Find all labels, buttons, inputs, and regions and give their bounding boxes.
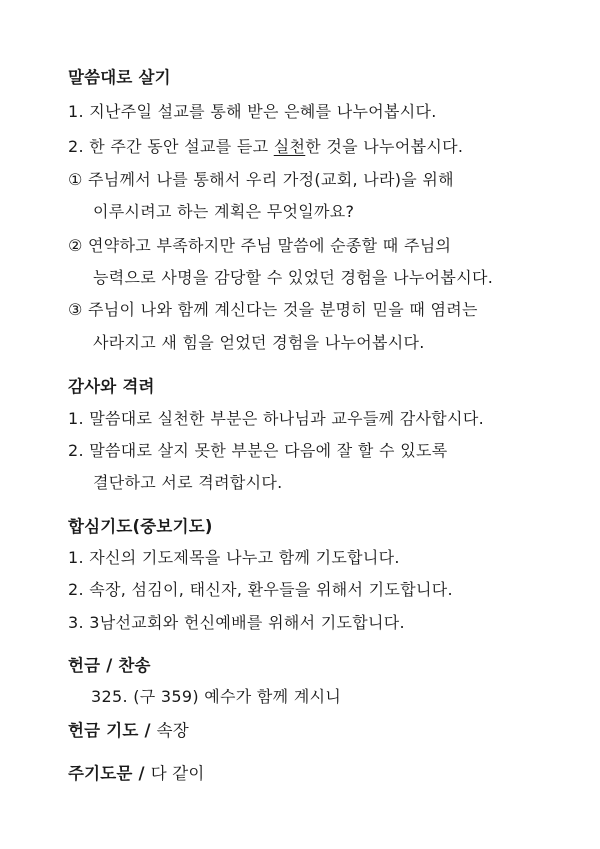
hymn-entry: 325. (구 359) 예수가 함께 계시니 (91, 687, 342, 706)
question-1-line-1: ① 주님께서 나를 통해서 우리 가정(교회, 나라)을 위해 (68, 170, 454, 189)
hymn-label: 찬송 (118, 656, 151, 675)
prayer-item-3: 3. 3남선교회와 헌신예배를 위해서 기도합니다. (68, 613, 405, 632)
question-3-line-1: ③ 주님이 나와 함께 계신다는 것을 분명히 믿을 때 염려는 (68, 300, 478, 319)
living-word-item-2 (68, 134, 463, 157)
thanks-item-2-line-1: 2. 말씀대로 살지 못한 부분은 다음에 잘 할 수 있도록 (68, 441, 448, 460)
offering-prayer-separator: / (144, 721, 151, 740)
section-title-thanks: 감사와 격려 (68, 377, 155, 396)
thanks-item-2-line-2: 결단하고 서로 격려합시다. (93, 473, 283, 492)
question-2-line-1: ② 연약하고 부족하지만 주님 말씀에 순종할 때 주님의 (68, 236, 452, 255)
section-title-lords-prayer (68, 760, 205, 784)
section-title-prayer: 합심기도(중보기도) (68, 517, 213, 536)
question-1-line-2: 이루시려고 하는 계획은 무엇일까요? (93, 202, 355, 221)
section-title-offering-hymn (68, 652, 151, 676)
prayer-item-2: 2. 속장, 섬김이, 태신자, 환우들을 위해서 기도합니다. (68, 580, 453, 599)
question-2-line-2: 능력으로 사명을 감당할 수 있었던 경험을 나누어봅시다. (93, 268, 494, 287)
question-3-line-2: 사라지고 새 힘을 얻었던 경험을 나누어봅시다. (93, 333, 425, 352)
item-2-text-after: 한 것을 나누어봅시다. (305, 137, 464, 156)
prayer-item-1: 1. 자신의 기도제목을 나누고 함께 기도합니다. (68, 548, 400, 567)
item-2-text-before: 2. 한 주간 동안 설교를 듣고 (68, 137, 274, 156)
offering-label: 헌금 (68, 656, 101, 675)
living-word-item-1: 1. 지난주일 설교를 통해 받은 은혜를 나누어봅시다. (68, 102, 437, 121)
lords-prayer-label: 주기도문 (68, 764, 133, 783)
section-title-offering-prayer (68, 717, 189, 741)
lords-prayer-participants: 다 같이 (150, 764, 205, 783)
offering-prayer-label: 헌금 기도 (68, 721, 139, 740)
offering-separator: / (106, 656, 113, 675)
section-title-living-word: 말씀대로 살기 (68, 68, 171, 87)
lords-prayer-separator: / (138, 764, 145, 783)
item-2-underlined-word: 실천 (273, 137, 306, 156)
thanks-item-1: 1. 말씀대로 실천한 부분은 하나님과 교우들께 감사합시다. (68, 409, 484, 428)
offering-prayer-leader: 속장 (156, 721, 189, 740)
